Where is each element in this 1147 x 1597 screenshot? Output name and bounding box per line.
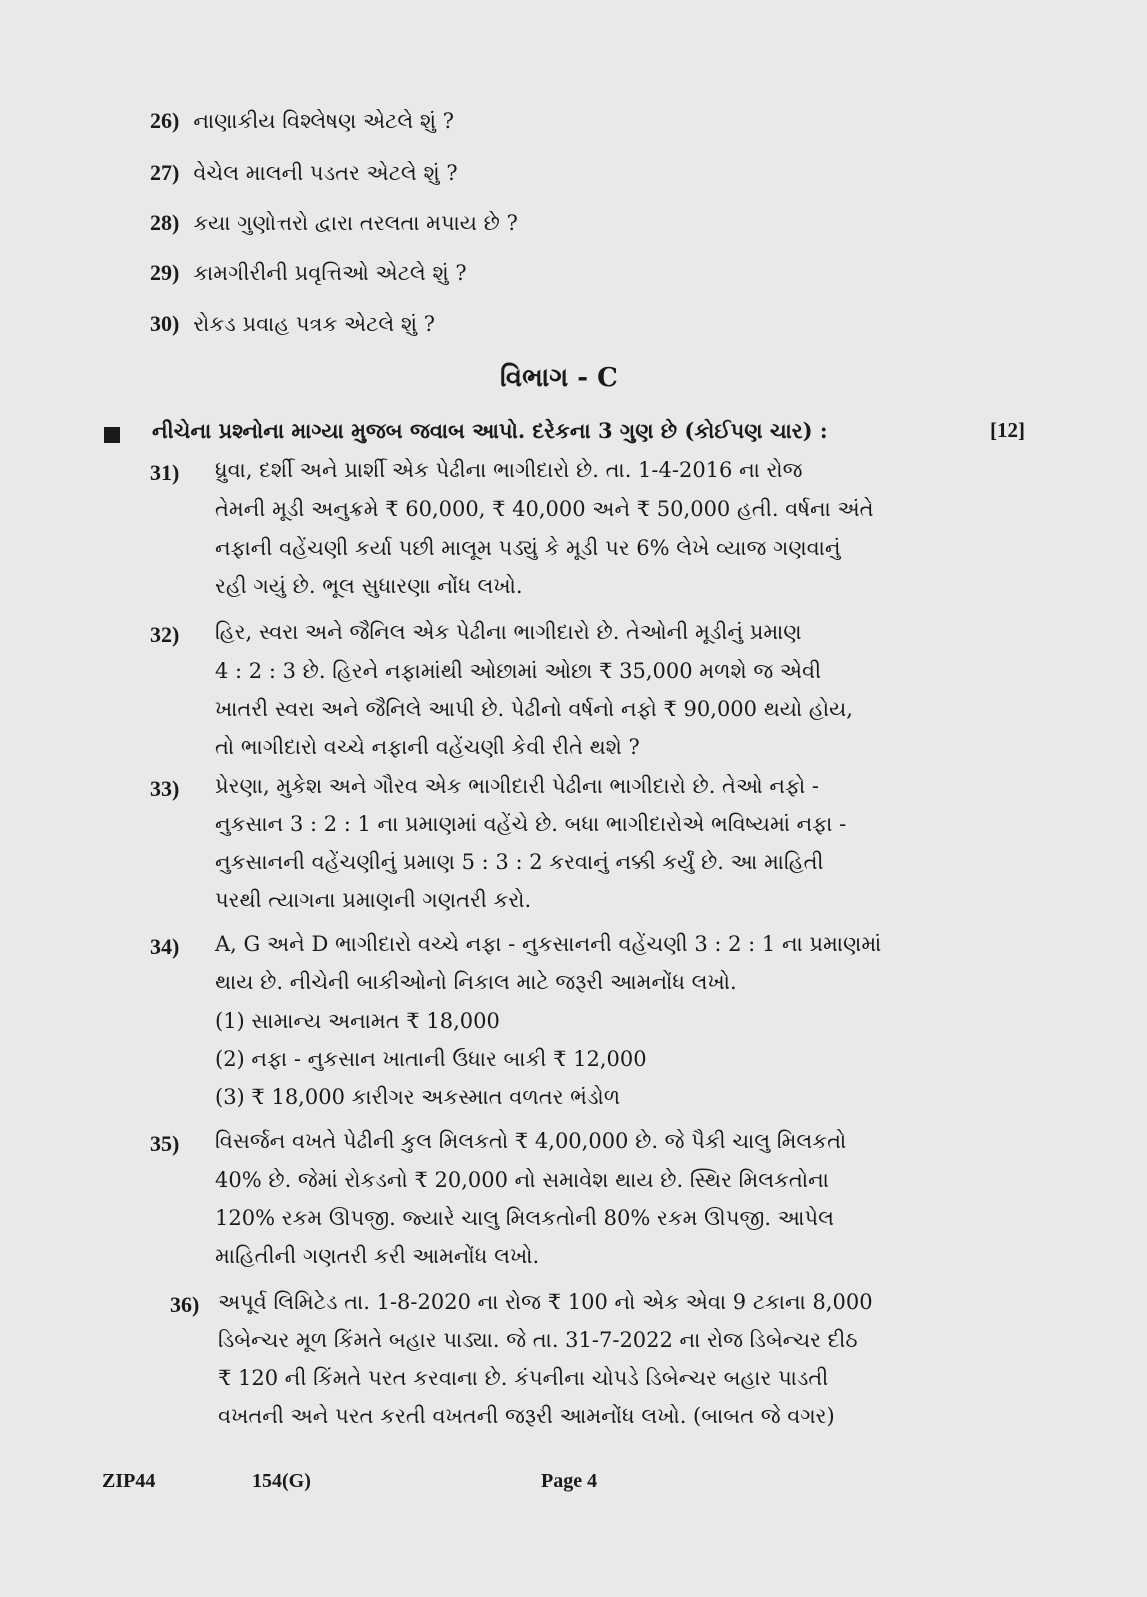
question-number: 33) — [150, 776, 180, 801]
question-line: ડિબેન્ચર મૂળ કિંમતે બહાર પાડ્યા. જે તા. 31-7-2022 ના રોજ ડિબેન્ચર દીઠ — [218, 1328, 858, 1352]
question-number: 31) — [150, 460, 180, 485]
question-line: હિર, સ્વરા અને જૈનિલ એક પેઢીના ભાગીદારો છે. તેઓની મૂડીનું પ્રમાણ — [215, 620, 802, 644]
question-27: 27) વેચેલ માલની પડતર એટલે શું ? — [150, 160, 458, 185]
section-title: વિભાગ - C — [500, 363, 618, 393]
question-subitem: (3) ₹ 18,000 કારીગર અકસ્માત વળતર ભંડોળ — [215, 1085, 621, 1109]
question-line: નુકસાન 3 : 2 : 1 ના પ્રમાણમાં વહેંચે છે. બધા ભાગીદારોએ ભવિષ્યમાં નફા - — [215, 812, 847, 836]
question-26: 26) નાણાકીય વિશ્લેષણ એટલે શું ? — [150, 108, 454, 133]
question-line: 4 : 2 : 3 છે. હિરને નફામાંથી ઓછામાં ઓછા ₹ 35,000 મળશે જ એવી — [215, 659, 822, 683]
question-line: 40% છે. જેમાં રોકડનો ₹ 20,000 નો સમાવેશ થાય છે. સ્થિર મિલકતોના — [215, 1168, 829, 1192]
question-number: 32) — [150, 622, 180, 647]
question-line: વિસર્જન વખતે પેઢીની કુલ મિલકતો ₹ 4,00,000 છે. જે પૈકી ચાલુ મિલકતો — [215, 1129, 847, 1153]
question-line: તેમની મૂડી અનુક્રમે ₹ 60,000, ₹ 40,000 અને ₹ 50,000 હતી. વર્ષના અંતે — [215, 497, 874, 521]
question-30: 30) રોકડ પ્રવાહ પત્રક એટલે શું ? — [150, 311, 436, 336]
question-line: પરથી ત્યાગના પ્રમાણની ગણતરી કરો. — [215, 888, 532, 912]
question-line: ₹ 120 ની કિંમતે પરત કરવાના છે. કંપનીના ચોપડે ડિબેન્ચર બહાર પાડતી — [218, 1366, 829, 1390]
section-instruction: નીચેના પ્રશ્નોના માગ્યા મુજબ જવાબ આપો. દરેકના 3 ગુણ છે (કોઈપણ ચાર) : — [152, 418, 828, 443]
footer-page-number: Page 4 — [541, 1470, 598, 1492]
question-line: રહી ગયું છે. ભૂલ સુધારણા નોંધ લખો. — [215, 574, 523, 598]
question-number: 35) — [150, 1131, 180, 1156]
question-line: અપૂર્વ લિમિટેડ તા. 1-8-2020 ના રોજ ₹ 100 નો એક એવા 9 ટકાના 8,000 — [218, 1290, 873, 1314]
footer-code: ZIP44 — [102, 1470, 156, 1492]
question-subitem: (1) સામાન્ય અનામત ₹ 18,000 — [215, 1009, 500, 1033]
question-line: માહિતીની ગણતરી કરી આમનોંધ લખો. — [215, 1244, 540, 1268]
question-line: A, G અને D ભાગીદારો વચ્ચે નફા - નુકસાનની વહેંચણી 3 : 2 : 1 ના પ્રમાણમાં — [215, 932, 882, 956]
question-line: પ્રેરણા, મુકેશ અને ગૌરવ એક ભાગીદારી પેઢીના ભાગીદારો છે. તેઓ નફો - — [215, 774, 820, 798]
section-marks: [12] — [990, 418, 1025, 442]
square-bullet-icon — [104, 427, 120, 443]
question-line: નફાની વહેંચણી કર્યા પછી માલૂમ પડ્યું કે મૂડી પર 6% લેખે વ્યાજ ગણવાનું — [215, 536, 841, 560]
question-number: 34) — [150, 934, 180, 959]
question-28: 28) કયા ગુણોત્તરો દ્વારા તરલતા મપાય છે ? — [150, 210, 518, 235]
question-line: થાય છે. નીચેની બાકીઓનો નિકાલ માટે જરૂરી આમનોંધ લખો. — [215, 970, 737, 994]
question-line: વખતની અને પરત કરતી વખતની જરૂરી આમનોંધ લખો. (બાબત જે વગર) — [218, 1404, 835, 1428]
footer-paper: 154(G) — [252, 1470, 311, 1492]
question-line: તો ભાગીદારો વચ્ચે નફાની વહેંચણી કેવી રીતે થશે ? — [215, 735, 640, 759]
question-line: ધ્રુવા, દર્શી અને પ્રાર્શી એક પેઢીના ભાગીદારો છે. તા. 1-4-2016 ના રોજ — [215, 458, 803, 482]
question-line: 120% રકમ ઊપજી. જ્યારે ચાલુ મિલકતોની 80% રકમ ઊપજી. આપેલ — [215, 1206, 834, 1230]
question-line: નુકસાનની વહેંચણીનું પ્રમાણ 5 : 3 : 2 કરવાનું નક્કી કર્યું છે. આ માહિતી — [215, 850, 824, 874]
question-number: 36) — [170, 1292, 200, 1317]
question-subitem: (2) નફા - નુકસાન ખાતાની ઉધાર બાકી ₹ 12,000 — [215, 1047, 647, 1071]
question-line: ખાતરી સ્વરા અને જૈનિલે આપી છે. પેઢીનો વર્ષનો નફો ₹ 90,000 થયો હોય, — [215, 697, 853, 721]
question-29: 29) કામગીરીની પ્રવૃત્તિઓ એટલે શું ? — [150, 260, 467, 285]
